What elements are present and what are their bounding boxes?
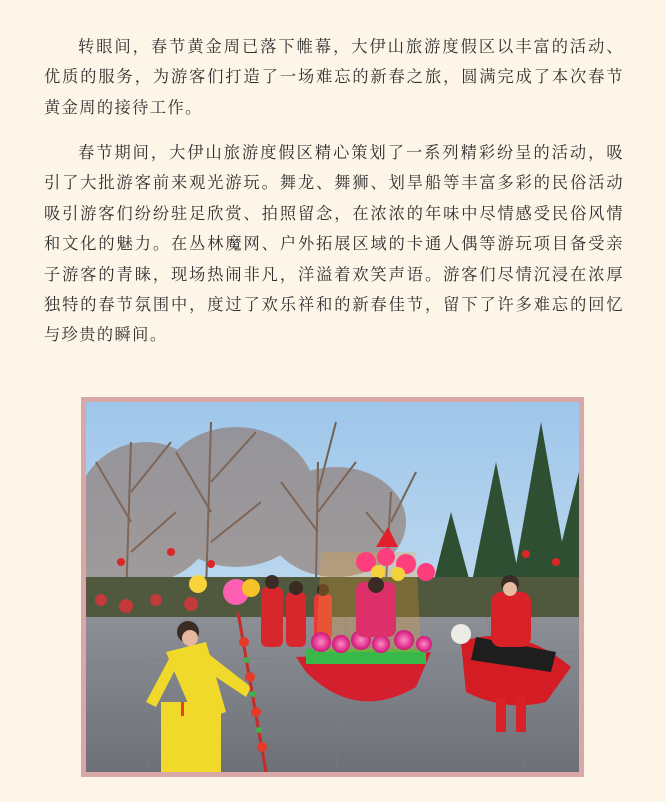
festival-photo bbox=[86, 402, 579, 772]
photo-frame bbox=[81, 397, 584, 777]
paragraph-activities: 春节期间，大伊山旅游度假区精心策划了一系列精彩纷呈的活动，吸引了大批游客前来观光游玩。舞龙、舞狮、划旱船等丰富多彩的民俗活动吸引游客们纷纷驻足欣赏、拍照留念，在浓浓的年味中尽情感受民俗风情和文化的魅力。在丛林魔网、户外拓展区域的卡通人偶等游玩项目备受亲子游客的青睐，现场热闹非凡，洋溢着欢笑声语。游客们尽情沉浸在浓厚独特的春节氛围中，度过了欢乐祥和的新春佳节，留下了许多难忘的回忆与珍贵的瞬间。 bbox=[44, 143, 624, 345]
paragraph-intro: 转眼间，春节黄金周已落下帷幕，大伊山旅游度假区以丰富的活动、优质的服务，为游客们打造了一场难忘的新春之旅，圆满完成了本次春节黄金周的接待工作。 bbox=[44, 37, 624, 117]
